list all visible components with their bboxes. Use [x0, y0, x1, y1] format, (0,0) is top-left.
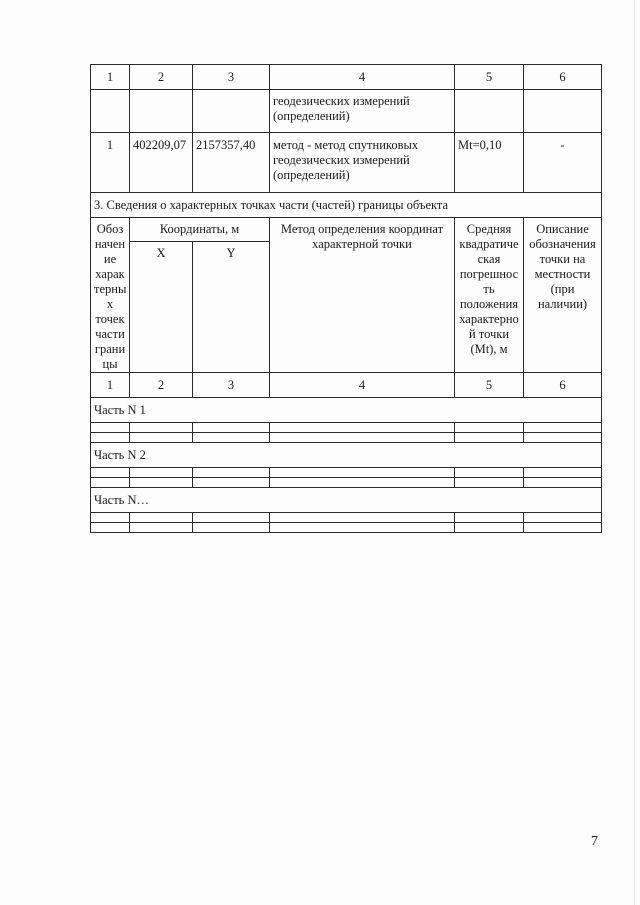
part-row — [91, 443, 602, 468]
empty-row — [91, 433, 602, 443]
method-cell: геодезических измерений (определений) — [270, 90, 455, 133]
table-cell — [455, 90, 524, 133]
coordinates-table — [90, 64, 602, 533]
column-number: 6 — [524, 373, 602, 398]
part-label: Часть N… — [91, 488, 602, 513]
page-number: 7 — [591, 834, 598, 849]
method-cell: метод - метод спутниковых геодезических измерений (определений) — [270, 133, 455, 193]
coordinates-header: Координаты, м — [130, 218, 270, 242]
empty-row — [91, 478, 602, 488]
part-row — [91, 488, 602, 513]
column-number: 2 — [130, 65, 193, 90]
point-cell: 1 — [91, 133, 130, 193]
part-label: Часть N 2 — [91, 443, 602, 468]
part-label: Часть N 1 — [91, 398, 602, 423]
table-cell — [130, 90, 193, 133]
section-title: 3. Сведения о характерных точках части (частей) границы объекта — [91, 193, 602, 218]
column-number: 3 — [193, 373, 270, 398]
column-number-row — [91, 65, 602, 90]
column-number: 5 — [455, 373, 524, 398]
table-cell — [91, 90, 130, 133]
table-row — [91, 133, 602, 193]
column-number: 1 — [91, 373, 130, 398]
column-number: 3 — [193, 65, 270, 90]
empty-row — [91, 513, 602, 523]
column-number: 4 — [270, 65, 455, 90]
x-header: X — [130, 242, 193, 373]
column-number-row — [91, 373, 602, 398]
y-header: Y — [193, 242, 270, 373]
empty-row — [91, 423, 602, 433]
header-row — [91, 218, 602, 242]
continued-row — [91, 90, 602, 133]
column-number: 5 — [455, 65, 524, 90]
point-designation-header: Обоз начен ие харак терны х точек части грани цы — [91, 218, 130, 373]
empty-row — [91, 523, 602, 533]
method-header: Метод определения координат характерной точки — [270, 218, 455, 373]
accuracy-header: Средняя квадратиче ская погрешнос ть положения характерно й точки (Mt), м — [455, 218, 524, 373]
description-cell: - — [524, 133, 602, 193]
column-number: 2 — [130, 373, 193, 398]
section-title-row — [91, 193, 602, 218]
description-header: Описание обозначения точки на местности (при наличии) — [524, 218, 602, 373]
empty-row — [91, 468, 602, 478]
table-cell — [193, 90, 270, 133]
accuracy-cell: Mt=0,10 — [455, 133, 524, 193]
part-row — [91, 398, 602, 423]
table-cell — [524, 90, 602, 133]
column-number: 1 — [91, 65, 130, 90]
column-number: 4 — [270, 373, 455, 398]
y-cell: 2157357,40 — [193, 133, 270, 193]
column-number: 6 — [524, 65, 602, 90]
x-cell: 402209,07 — [130, 133, 193, 193]
